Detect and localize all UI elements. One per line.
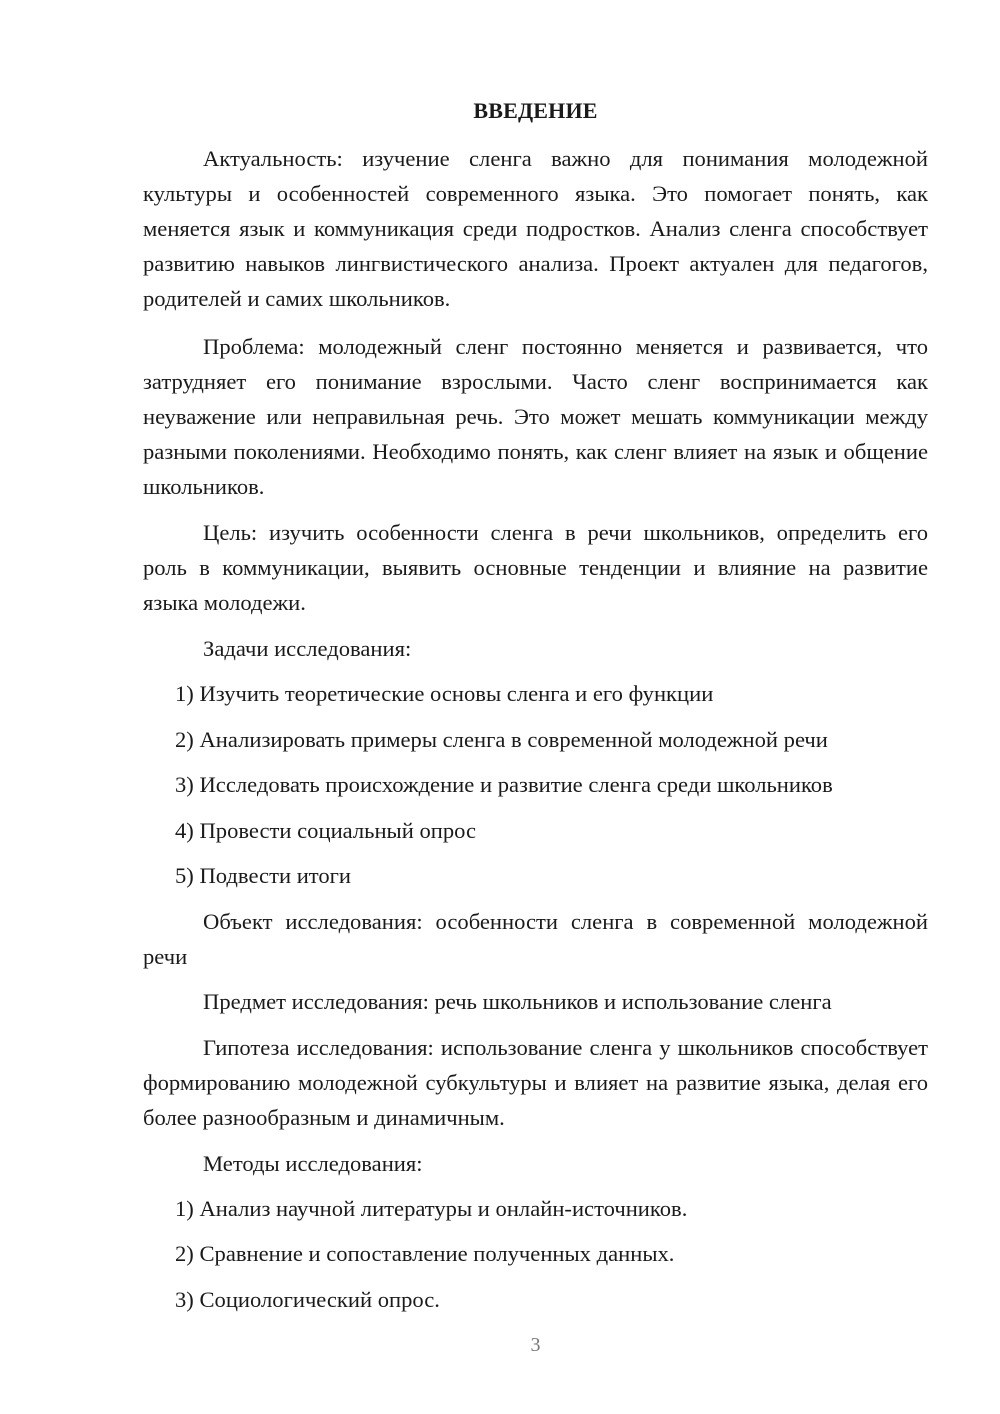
task-item: 3) Исследовать происхождение и развитие сленга среди школьников bbox=[175, 772, 833, 797]
task-item: 4) Провести социальный опрос bbox=[175, 818, 477, 843]
method-item: 3) Социологический опрос. bbox=[175, 1287, 440, 1312]
method-item: 1) Анализ научной литературы и онлайн-источников. bbox=[175, 1196, 688, 1221]
object-paragraph: Объект исследования: особенности сленга в современной молодежной речи bbox=[143, 909, 928, 969]
goal-paragraph: Цель: изучить особенности сленга в речи школьников, определить его роль в коммуникации, выявить основные тенденции и влияние на развитие языка молодежи. bbox=[143, 520, 928, 615]
task-item: 2) Анализировать примеры сленга в современной молодежной речи bbox=[175, 727, 828, 752]
page-number: 3 bbox=[530, 1334, 541, 1356]
subject-paragraph: Предмет исследования: речь школьников и использование сленга bbox=[203, 989, 832, 1014]
hypothesis-paragraph: Гипотеза исследования: использование сленга у школьников способствует формированию молодежной субкультуры и влияет на развитие языка, делая его более разнообразным и динамичным. bbox=[143, 1035, 928, 1130]
task-item: 1) Изучить теоретические основы сленга и его функции bbox=[175, 681, 714, 706]
relevance-paragraph: Актуальность: изучение сленга важно для понимания молодежной культуры и особенностей современного языка. Это помогает понять, как меняется язык и коммуникация среди подростков. Анализ сленга способствует развитию навыков лингвистического анализа. Проект актуален для педагогов, родителей и самих школьников. bbox=[143, 146, 928, 311]
problem-paragraph: Проблема: молодежный сленг постоянно меняется и развивается, что затрудняет его понимание взрослыми. Часто сленг воспринимается как неуважение или неправильная речь. Это может мешать коммуникации между разными поколениями. Необходимо понять, как сленг влияет на язык и общение школьников. bbox=[143, 334, 928, 499]
tasks-heading: Задачи исследования: bbox=[203, 636, 412, 661]
page-title: ВВЕДЕНИЕ bbox=[473, 98, 598, 123]
methods-heading: Методы исследования: bbox=[203, 1151, 423, 1176]
task-item: 5) Подвести итоги bbox=[175, 863, 352, 888]
method-item: 2) Сравнение и сопоставление полученных данных. bbox=[175, 1241, 675, 1266]
